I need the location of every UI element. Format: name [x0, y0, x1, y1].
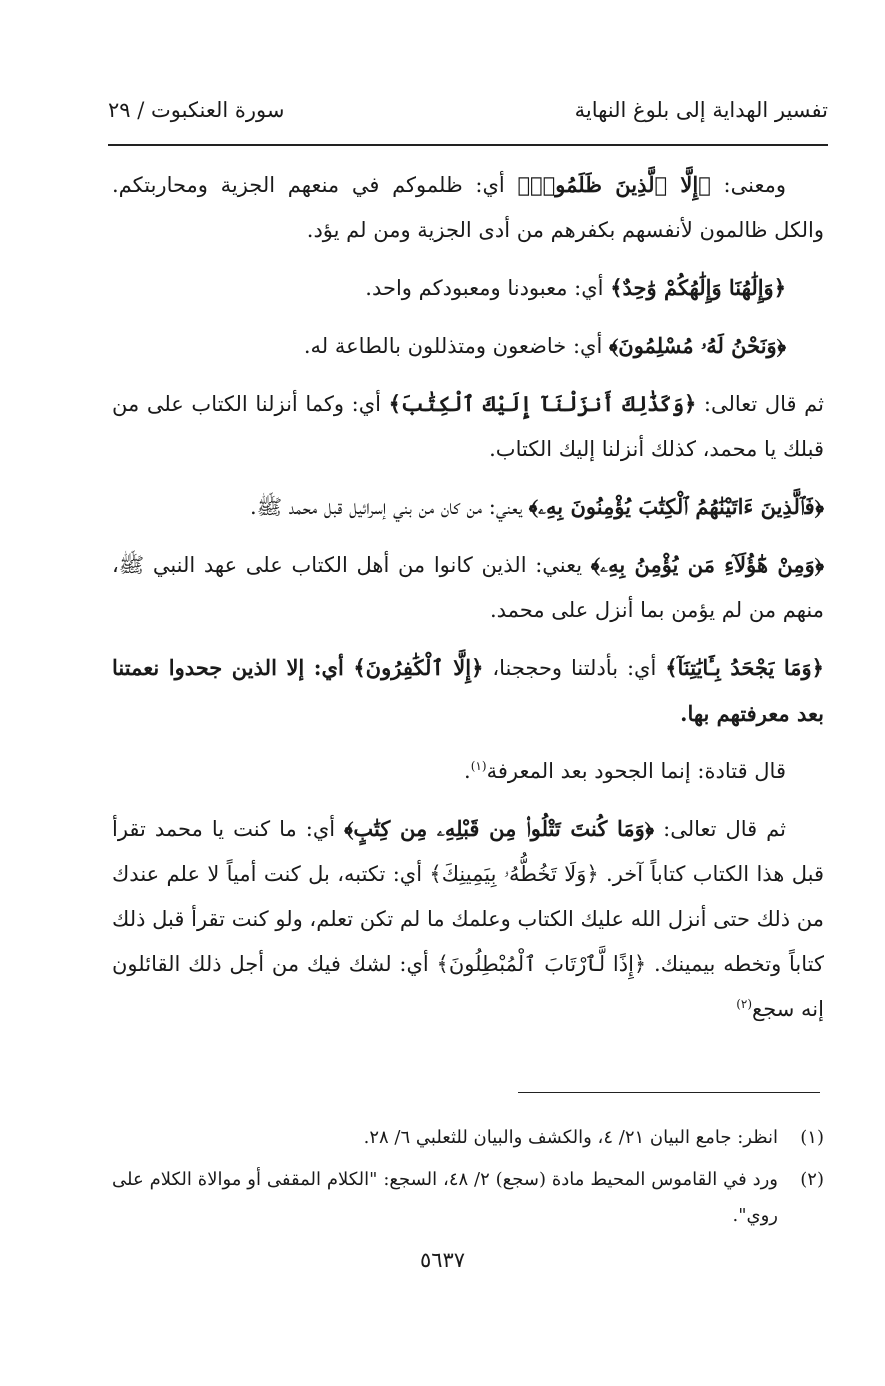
quran-verse: ﴿إِلَّا ٱلْكَٰفِرُونَ﴾ أي: إلا الذين جحدوا نعمتنا بعد معرفتهم بها.: [112, 655, 824, 726]
quran-verse: ﴿إِلَّا ٱلَّذِينَ ظَلَمُوا۟﴾: [517, 172, 711, 197]
text-run: ثم قال تعالى:: [654, 817, 786, 841]
footnote-item: [112, 1120, 824, 1156]
paragraph-5: [112, 484, 824, 530]
text-run: قال قتادة: إنما الجحود بعد المعرفة: [486, 759, 786, 783]
footnote-text: انظر: جامع البيان ٢١/ ٤، والكشف والبيان للثعلبي ٦/ ٢٨.: [363, 1127, 778, 1148]
text-run: ﴿وَلَا تَخُطُّهُۥ بِيَمِينِكَ﴾ أي: تكتبه، بل كنت أمياً لا علم عندك من ذلك حتى أنزل الله عليك الكتاب وعلمك ما لم تكن تعلم، ولو كنت تقرأ قبل ذلك كتاباً وتخطه بيمينك. ﴿إِذًا لَّٱرْتَابَ ٱلْمُبْطِلُونَ﴾ أي: لشك فيك من أجل ذلك القائلون إنه سجع: [112, 862, 824, 1021]
text-run: يعني: الذين كانوا من أهل الكتاب على عهد النبي ﷺ، منهم من لم يؤمن بما أنزل على محمد.: [112, 553, 824, 622]
quran-verse: ﴿وَإِلَٰهُنَا وَإِلَٰهُكُمْ وَٰحِدٌ﴾: [610, 275, 786, 300]
body-text: [112, 162, 824, 1044]
footnote-marker: (٢): [736, 997, 753, 1011]
surah-label: سورة العنكبوت / ٢٩: [108, 98, 285, 122]
footnote-item: [112, 1162, 824, 1234]
paragraph-2: [112, 265, 824, 311]
text-run: أي: ما كنت يا محمد تقرأ قبل هذا الكتاب كتاباً آخر.: [112, 817, 824, 886]
text-run: أي: ظلموكم في منعهم الجزية ومحاربتكم. والكل ظالمون لأنفسهم بكفرهم من أدى الجزية ومن لم يؤد.: [112, 173, 824, 242]
footnote-number: (٢): [800, 1169, 824, 1190]
footnote-marker: (١): [470, 759, 487, 773]
footnote-text: ورد في القاموس المحيط مادة (سجع) ٢/ ٤٨، السجع: "الكلام المقفى أو موالاة الكلام على روي".: [112, 1169, 778, 1226]
quran-verse: ﴿وَمَا يَجْحَدُ بِـَٔايَٰتِنَآ﴾: [665, 655, 824, 680]
footnotes: [112, 1120, 824, 1240]
quran-verse: ﴿فَٱلَّذِينَ ءَاتَيْنَٰهُمُ ٱلْكِتَٰبَ يُؤْمِنُونَ بِهِۦ﴾: [528, 494, 824, 519]
footnote-number: (١): [800, 1127, 824, 1148]
quran-verse: ﴿وَمَا كُنتَ تَتْلُوا۟ مِن قَبْلِهِۦ مِن كِتَٰبٍ﴾: [344, 816, 655, 841]
text-run: أي: معبودنا ومعبودكم واحد.: [365, 276, 611, 300]
text-run: أي: خاضعون ومتذللون بالطاعة له.: [303, 334, 609, 358]
paragraph-7: [112, 645, 824, 737]
paragraph-8: [112, 749, 824, 794]
book-title: تفسير الهداية إلى بلوغ النهاية: [574, 98, 828, 122]
text-run: يعني: من كان من بني إسرائيل قبل محمد ﷺ.: [250, 495, 529, 519]
text-run: ومعنى:: [710, 173, 786, 197]
text-run: أي: وكما أنزلنا الكتاب على من قبلك يا محمد، كذلك أنزلنا إليك الكتاب.: [112, 392, 824, 461]
footnote-divider: [518, 1092, 820, 1093]
paragraph-4: [112, 381, 824, 472]
paragraph-9: [112, 806, 824, 1032]
paragraph-1: [112, 162, 824, 253]
text-run: .: [464, 759, 471, 783]
header-divider: [108, 144, 828, 146]
running-header: [108, 92, 828, 132]
quran-verse: ﴿وَكَذَٰلِكَ أَنزَلْنَآ إِلَيْكَ ٱلْكِتَٰبَ﴾: [388, 391, 697, 416]
text-run: أي: بأدلتنا وحججنا،: [483, 656, 666, 680]
quran-verse: ﴿وَنَحْنُ لَهُۥ مُسْلِمُونَ﴾: [608, 333, 786, 358]
quran-verse: ﴿وَمِنْ هَٰٓؤُلَآءِ مَن يُؤْمِنُ بِهِۦ﴾: [590, 552, 825, 577]
text-run: ثم قال تعالى:: [696, 392, 824, 416]
paragraph-6: [112, 542, 824, 633]
paragraph-3: [112, 323, 824, 369]
page-number: ٥٦٣٧: [419, 1248, 466, 1272]
